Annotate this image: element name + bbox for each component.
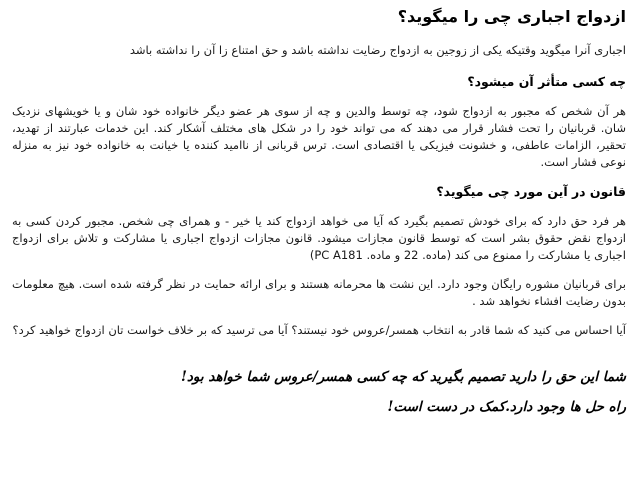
closing-line-rights: شما این حق را دارید تصمیم بگیرید که چه کسی همسر/عروس شما خواهد بود! bbox=[180, 369, 626, 385]
affected-paragraph: هر آن شخص که مجبور به ازدواج شود، چه توسط والدین و چه از سوی هر عضو دیگر خانواده خود شان و یا خویشهای نزدیک شان. قربانیان را تحت فشار قرار می دهند که می تواند خود را در شکل های مختلف آشکار کند. این خدمات عبارتند از تهدید، تحقیر، الزامات عاطفی، و خشونت فیزیکی یا اقتصادی است. ترس قربانی از ناامید کننده یا خیانت به خانواده خود نیز به منزله نوعی فشار است. bbox=[12, 104, 626, 169]
section-heading-affected: چه کسی متأثر آن میشود؟ bbox=[467, 74, 626, 89]
page-title: ازدواج اجباری چی را میگوید؟ bbox=[397, 7, 626, 26]
section-heading-law: قانون در آین مورد چی میگوید؟ bbox=[436, 184, 626, 199]
intro-paragraph: اجباری آنرا میگوید وقتیکه یکی از زوجین به ازدواج رضایت نداشته باشد و حق امتناع زا آن را نداشته باشد bbox=[129, 43, 626, 57]
spacer bbox=[12, 351, 626, 367]
support-paragraph: برای قربانیان مشوره رایگان وجود دارد. این نشت ها محرمانه هستند و برای ارائه حمایت در نظر گرفته شده است. هیچ معلومات بدون رضایت افشاء نخواهد شد . bbox=[12, 277, 626, 308]
question-paragraph: آیا احساس می کنید که شما قادر به انتخاب همسر/عروس خود نیستند؟ آیا می ترسید که بر خلاف خواست تان ازدواج خواهید کرد؟ bbox=[12, 323, 626, 337]
closing-line-help: راه حل ها وجود دارد.کمک در دست است! bbox=[387, 399, 626, 415]
law-paragraph: هر فرد حق دارد که برای خودش تصمیم بگیرد که آیا می خواهد ازدواج کند یا خیر - و همرای چی شخص. مجبور کردن کسی به ازدواج نقض حقوق بشر است که توسط قانون مجازات میشود. قانون مجازات ازدواج اجباری یا مشارکت و تلاش برای ازدواج اجباری یا مشارکت را ممنوع می کند (ماده. 22 و ماده. PC A181) bbox=[12, 214, 626, 262]
